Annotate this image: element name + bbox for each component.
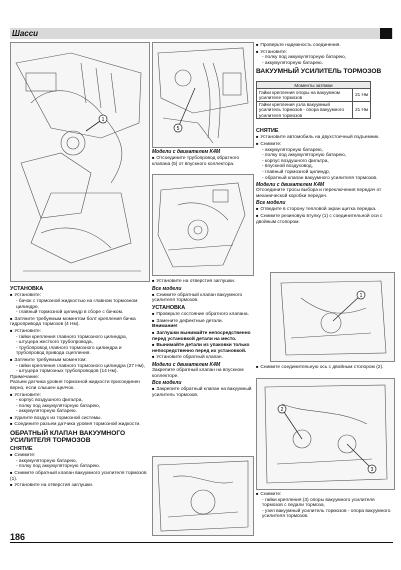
text-line: - полку под аккумуляторную батарею, <box>262 153 347 159</box>
header-bar <box>10 28 393 39</box>
text-line: УСТАНОВКА <box>152 304 186 311</box>
text-line: - впускной воздуховод, <box>262 164 313 170</box>
middle-text-lower <box>152 278 252 398</box>
text-line: Примечание: <box>10 374 40 380</box>
figure-valve-assembly-drawing <box>153 457 253 535</box>
text-line: Модели с двигателем K4M <box>152 149 221 155</box>
text-line: - корпус воздушного фильтра, <box>16 398 83 404</box>
torque-value: 21 Нм <box>353 89 371 101</box>
table-row <box>257 101 371 119</box>
text-line: - полку под аккумуляторную батарею. <box>16 464 101 470</box>
text-line: ■ Установите: <box>256 49 393 56</box>
text-line: ОБРАТНЫЙ КЛАПАН ВАКУУМНОГО УСИЛИТЕЛЯ ТОРМОЗОВ <box>10 430 126 445</box>
figure-rubber-bushing-drawing <box>271 273 394 361</box>
torque-table <box>256 81 371 119</box>
figure-intake-plugs-drawing <box>153 175 253 275</box>
torque-label: Гайки крепления узла вакуумный усилитель тормозов - опора вакуумного усилителя тормозов <box>257 101 353 119</box>
text-line: ■ Установите обратный клапан. <box>152 354 252 361</box>
text-line: Все модели <box>152 380 182 387</box>
text-line: СНЯТИЕ <box>256 128 279 134</box>
figure-check-valve-drawing <box>153 43 253 147</box>
figure-master-cylinder <box>10 42 150 282</box>
table-row <box>257 89 371 101</box>
text-line: ВАКУУМНЫЙ УСИЛИТЕЛЬ ТОРМОЗОВ <box>256 68 382 76</box>
text-line: - аккумуляторную батарею, <box>16 458 77 464</box>
text-line: - аккумуляторную батарею. <box>16 409 77 415</box>
text-line: ■ Снимите обратный клапан вакуумного усилителя тормозов. <box>152 292 252 304</box>
text-line: ■ Замените дефектные детали. <box>152 318 252 325</box>
text-line: Разъем датчика уровня тормозной жидкости присоединен верно, если слышен щелчок. <box>10 380 140 391</box>
text-line: ■ Проверьте состояние обратного клапана. <box>152 311 252 318</box>
text-line: ■ Затяните требуемым моментом болт крепления бачка гидропривода тормозов (4 Нм). <box>10 316 148 328</box>
text-line: ■ Удалите воздух из тормозной системы. <box>10 415 148 422</box>
torque-table-wrap <box>256 81 371 119</box>
text-line: Модели с двигателем K4M <box>152 361 221 368</box>
text-line: ■ Снимите резиновую втулку (1) с соединительной оси с двойным стопором. <box>256 213 393 225</box>
figure-rubber-bushing <box>270 272 395 362</box>
text-line: ■ Соедините разъем датчика уровня тормозной жидкости. <box>10 421 148 428</box>
text-line: ■ Установите: <box>10 328 148 335</box>
fig5-callout-2: 2 <box>280 407 284 413</box>
text-line: - гайки крепления главного тормозного цилиндра (27 Нм), <box>16 363 145 369</box>
page-number: 186 <box>10 532 26 542</box>
text-line: - аккумуляторную батарею, <box>262 147 323 153</box>
figure-pedal-nuts <box>256 378 395 490</box>
text-line: ■ Закрепите обратный клапан на вакуумный усилитель тормозов. <box>152 386 252 398</box>
fig5-callout-3: 3 <box>370 467 374 473</box>
text-line: ■ Установите: <box>10 292 148 299</box>
text-line: Внимание! <box>152 324 178 330</box>
text-line: ■ Снимите: <box>256 491 393 498</box>
right-text-lower <box>256 364 393 371</box>
text-line: - трубопровод главного тормозного цилиндра и трубопровод привода сцепления. <box>16 345 122 357</box>
text-line: ■ Снимите: <box>256 141 393 148</box>
figure-intake-plugs <box>152 174 254 276</box>
torque-label: Гайки крепления опоры на вакуумном усилителе тормозов <box>257 89 353 101</box>
fig4-callout-1: 1 <box>359 293 363 299</box>
text-line: ■ Снимите обратный клапан вакуумного усилителя тормозов (1). <box>10 470 148 482</box>
text-line: ■ Затяните требуемым моментом: <box>10 357 148 364</box>
text-line: ■ Установите автомобиль на двухстоечный подъемник. <box>256 134 393 141</box>
torque-value: 21 Нм <box>353 101 371 119</box>
text-line: - полку под аккумуляторную батарею, <box>16 403 101 409</box>
middle-text-top <box>152 148 252 167</box>
text-line: ■ Отведите в сторону тепловой экран щитка передка. <box>256 206 393 213</box>
right-text-bottom <box>256 491 393 520</box>
text-line: УСТАНОВКА <box>10 286 44 292</box>
text-line: ■ Вынимайте детали из упаковки только непосредственно перед их установкой. <box>152 342 252 354</box>
text-line: Модели с двигателем K4M <box>256 182 325 189</box>
fig2-callout-5: 5 <box>176 126 180 132</box>
text-line: - аккумуляторную батарею. <box>262 60 323 66</box>
right-text-top <box>256 42 393 76</box>
text-line: Отсоедините тросы выбора и переключения передач от механической коробки передач. <box>256 188 382 199</box>
text-line: - гайки крепления (3) опоры вакуумного усилителя тормозов с педали тормоза, <box>262 497 375 509</box>
text-line: ■ Установите на отверстия заглушки. <box>10 482 148 489</box>
text-line: - корпус воздушного фильтра, <box>262 158 329 164</box>
text-line: ■ Установите: <box>10 392 148 399</box>
left-text <box>10 285 148 489</box>
right-text-mid <box>256 127 393 225</box>
section-title: Шасси <box>12 29 39 38</box>
text-line: - главный тормозной цилиндр в сборе с бачком. <box>16 310 124 316</box>
text-line: Все модели <box>256 200 286 207</box>
text-line: ■ Заглушки вынимайте непосредственно перед установкой детали на место. <box>152 330 252 342</box>
text-line: ■ Установите на отверстия заглушки. <box>152 278 252 285</box>
text-line: Закрепите обратный клапан на впускном коллекторе. <box>152 367 244 379</box>
figure-check-valve-k4m <box>152 42 254 148</box>
text-line: - главный тормозной цилиндр, <box>262 169 330 175</box>
torque-table-header: Моменты затяжки <box>257 82 371 89</box>
figure-master-cylinder-drawing <box>11 43 149 281</box>
text-line: - бачок с тормозной жидкостью на главном тормозном цилиндре, <box>16 299 138 310</box>
text-line: - штуцера тормозных трубопроводов (14 Нм). <box>16 369 118 375</box>
text-line: ■ Снимите соединительную ось с двойным стопором (2). <box>256 364 393 371</box>
text-line: Все модели <box>152 285 182 292</box>
text-line: - гайки крепления главного тормозного цилиндра, <box>16 334 127 340</box>
figure-pedal-nuts-drawing <box>257 379 394 489</box>
text-line: - узел вакуумный усилитель тормозов - опора вакуумного усилителя тормозов. <box>262 508 391 520</box>
figure-valve-assembly <box>152 456 254 536</box>
text-line: - полку под аккумуляторную батарею, <box>262 55 347 61</box>
text-line: - обратный клапан вакуумного усилителя тормозов. <box>262 175 378 181</box>
fig1-callout-1: 1 <box>101 117 105 123</box>
text-line: - штуцера жесткого трубопровода, <box>16 340 93 346</box>
text-line: ■ Проверьте надежность соединения. <box>256 42 393 49</box>
text-line: ■ Отсоедините трубопровод обратного клапана (5) от впускного коллектора. <box>152 155 252 167</box>
footer-rule <box>10 542 393 543</box>
text-line: ■ Снимите: <box>10 452 148 459</box>
text-line: СНЯТИЕ <box>10 445 33 452</box>
header-tab-marker <box>380 28 392 39</box>
